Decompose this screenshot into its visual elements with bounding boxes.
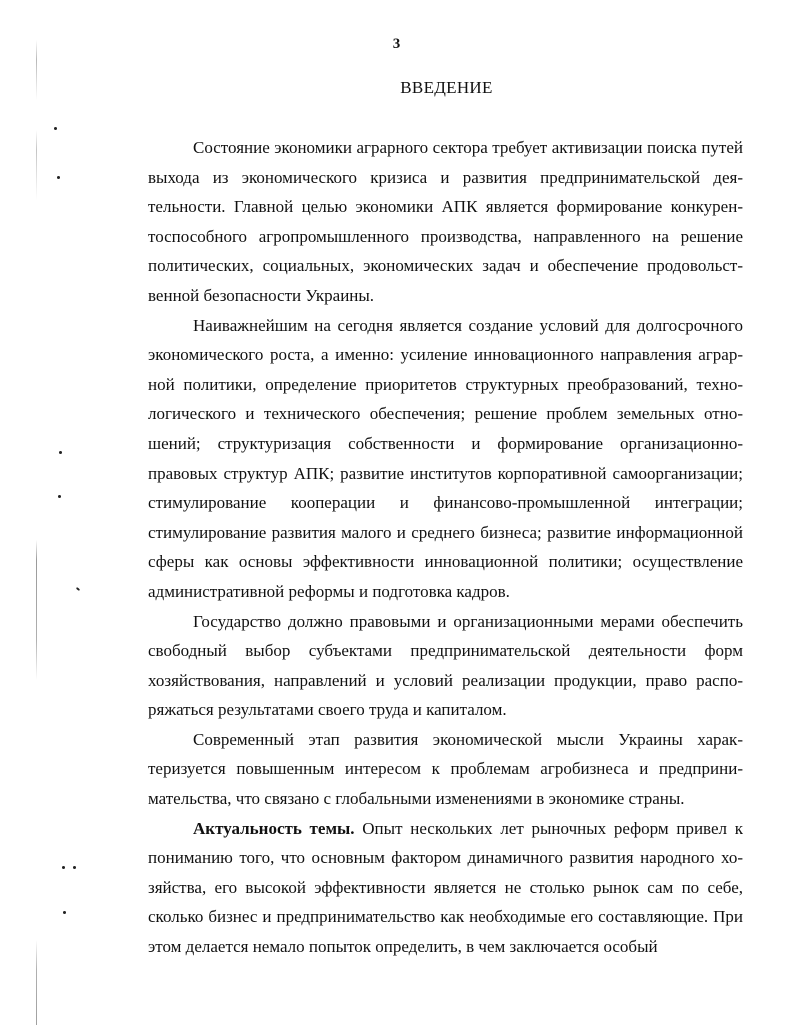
scan-speck xyxy=(59,451,62,454)
paragraph: Современный этап развития экономической мысли Украины характеризуется повышенным интересом к проблемам агробизнеса и предпринимательства, что связано с глобальными изменениями в экономике страны. xyxy=(148,729,743,809)
paragraph: Состояние экономики аграрного сектора требует активизации поиска путей выхода из экономического кризиса и развития предпринимательской деятельности. Главной целью экономики АПК является формирование конкурентоспособного агропромышленного производства, направленного на решение политических, социальных, экономических задач и обеспечение продовольственной безопасности Украины. xyxy=(148,138,743,305)
scan-edge-artifact xyxy=(36,40,37,1025)
scan-speck xyxy=(57,176,60,179)
scan-speck xyxy=(73,866,76,869)
section-heading: ВВЕДЕНИЕ xyxy=(400,78,493,97)
paragraph-body: Опыт нескольких лет рыночных реформ привел к пониманию того, что основным фактором динамичного развития народного хозяйства, его высокой эффективности является не столько рынок сам по себе, сколько бизнес и предпринимательство как необходимые его составляющие. При этом делается немало попыток определить, в чем заключается особый xyxy=(148,818,743,957)
scan-speck xyxy=(62,866,65,869)
paragraph: Государство должно правовыми и организационными мерами обеспечить свободный выбор субъектами предпринимательской деятельности форм хозяйствования, направлений и условий реализации продукции, право распоряжаться результатами своего труда и капиталом. xyxy=(148,611,743,720)
scan-speck xyxy=(54,127,57,130)
paragraph-lead: Актуальность темы. xyxy=(193,818,355,838)
scan-speck xyxy=(58,495,61,498)
scan-speck xyxy=(76,587,80,591)
body-text xyxy=(148,133,743,962)
scan-speck xyxy=(63,911,66,914)
paragraph: Наиважнейшим на сегодня является создание условий для долгосрочного экономического роста, а именно: усиление инновационного направления аграрной политики, определение приоритетов структурных преобразований, технологического и технического обеспечения; решение проблем земельных отношений; структуризация собственности и формирование организационно-правовых структур АПК; развитие институтов корпоративной самоорганизации; стимулирование кооперации и финансово-промышленной интеграции; стимулирование развития малого и среднего бизнеса; развитие информационной сферы как основы эффективности инновационной политики; осуществление административной реформы и подготовка кадров. xyxy=(148,315,743,601)
paragraph xyxy=(148,814,743,962)
page-number: 3 xyxy=(392,36,401,52)
